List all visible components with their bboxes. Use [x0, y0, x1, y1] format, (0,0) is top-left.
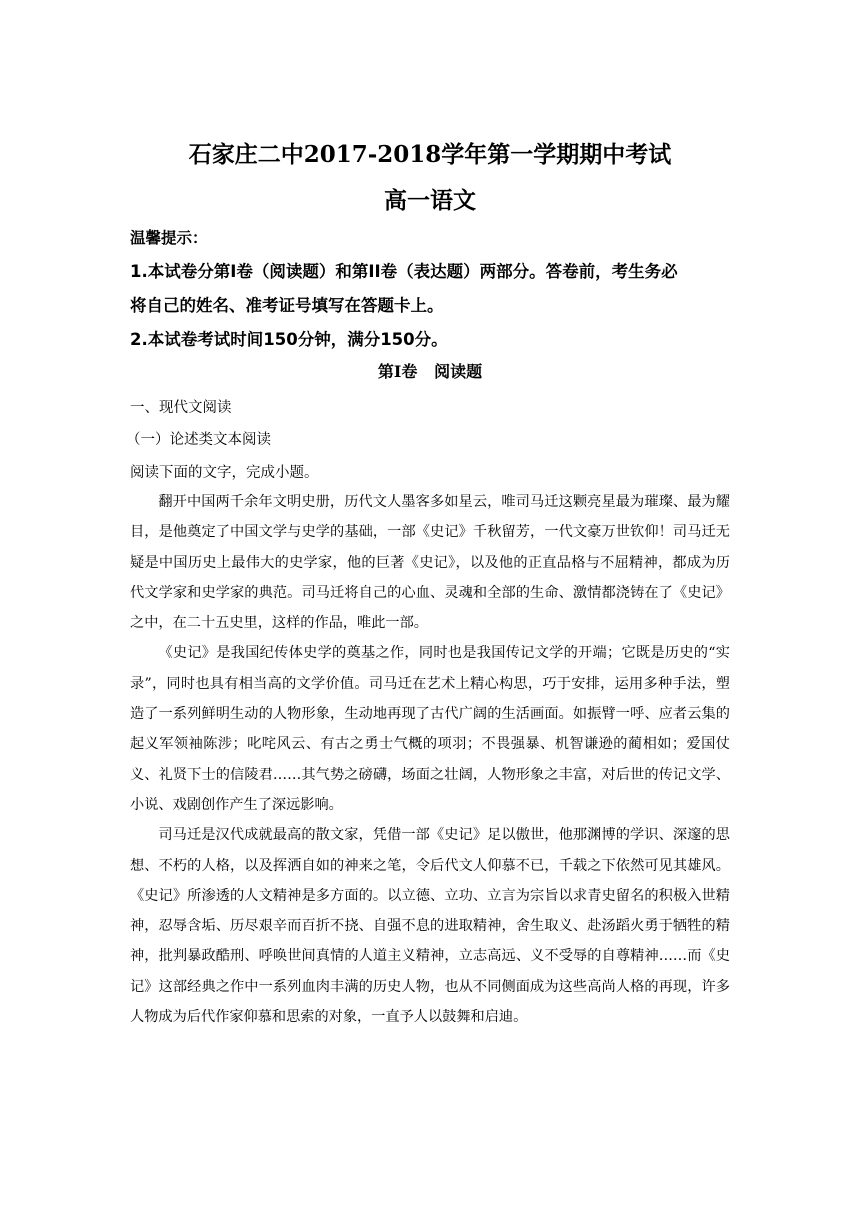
- exam-subject: 高一语文: [384, 187, 476, 214]
- passage: [130, 487, 730, 1032]
- passage-paragraph-1: 翻开中国两千余年文明史册，历代文人墨客多如星云，唯司马迁这颗亮星最为璀璨、最为耀目，是他奠定了中国文学与史学的基础，一部《史记》千秋留芳，一代文豪万世钦仰！司马迁无疑是中国历史上最伟大的史学家，他的巨著《史记》，以及他的正直品格与不屈精神，都成为历代文学家和史学家的典范。司马迁将自己的心血、灵魂和全部的生命、激情都浇铸在了《史记》之中，在二十五史里，这样的作品，唯此一部。: [130, 494, 730, 632]
- subpart-heading: （一）论述类文本阅读: [126, 432, 271, 448]
- notice-item-2: 2.本试卷考试时间150分钟，满分150分。: [130, 330, 448, 349]
- reading-instruction: 阅读下面的文字，完成小题。: [130, 465, 319, 481]
- part-heading: 一、现代文阅读: [130, 400, 232, 416]
- passage-paragraph-3: 司马迁是汉代成就最高的散文家，凭借一部《史记》足以傲世，他那渊博的学识、深邃的思想、不朽的人格，以及挥洒自如的神来之笔，令后代文人仰慕不已，千载之下依然可见其雄风。《史记》所渗透的人文精神是多方面的。以立德、立功、立言为宗旨以求青史留名的积极入世精神，忍辱含垢、历尽艰辛而百折不挠、自强不息的进取精神，舍生取义、赴汤蹈火勇于牺牲的精神，批判暴政酷刑、呼唤世间真情的人道主义精神，立志高远、义不受辱的自尊精神……而《史记》这部经典之作中一系列血肉丰满的历史人物，也从不同侧面成为这些高尚人格的再现，许多人物成为后代作家仰慕和思索的对象，一直予人以鼓舞和启迪。: [130, 827, 730, 1026]
- notice-item-1-continued: 将自己的姓名、准考证号填写在答题卡上。: [130, 296, 444, 315]
- passage-paragraph-2: 《史记》是我国纪传体史学的奠基之作，同时也是我国传记文学的开端；它既是历史的“实录”，同时也具有相当高的文学价值。司马迁在艺术上精心构思，巧于安排，运用多种手法，塑造了一系列鲜明生动的人物形象，生动地再现了古代广阔的生活画面。如振臂一呼、应者云集的起义军领袖陈涉；叱咤风云、有古之勇士气概的项羽；不畏强暴、机智谦逊的蔺相如；爱国仗义、礼贤下士的信陵君……其气势之磅礴，场面之壮阔，人物形象之丰富，对后世的传记文学、小说、戏剧创作产生了深远影响。: [130, 645, 730, 813]
- notice-label: 温馨提示：: [130, 229, 208, 247]
- notice-item-1: 1.本试卷分第I卷（阅读题）和第II卷（表达题）两部分。答卷前，考生务必: [130, 262, 678, 281]
- section-heading: 第I卷 阅读题: [377, 362, 483, 381]
- exam-title: 石家庄二中2017-2018学年第一学期期中考试: [188, 141, 672, 168]
